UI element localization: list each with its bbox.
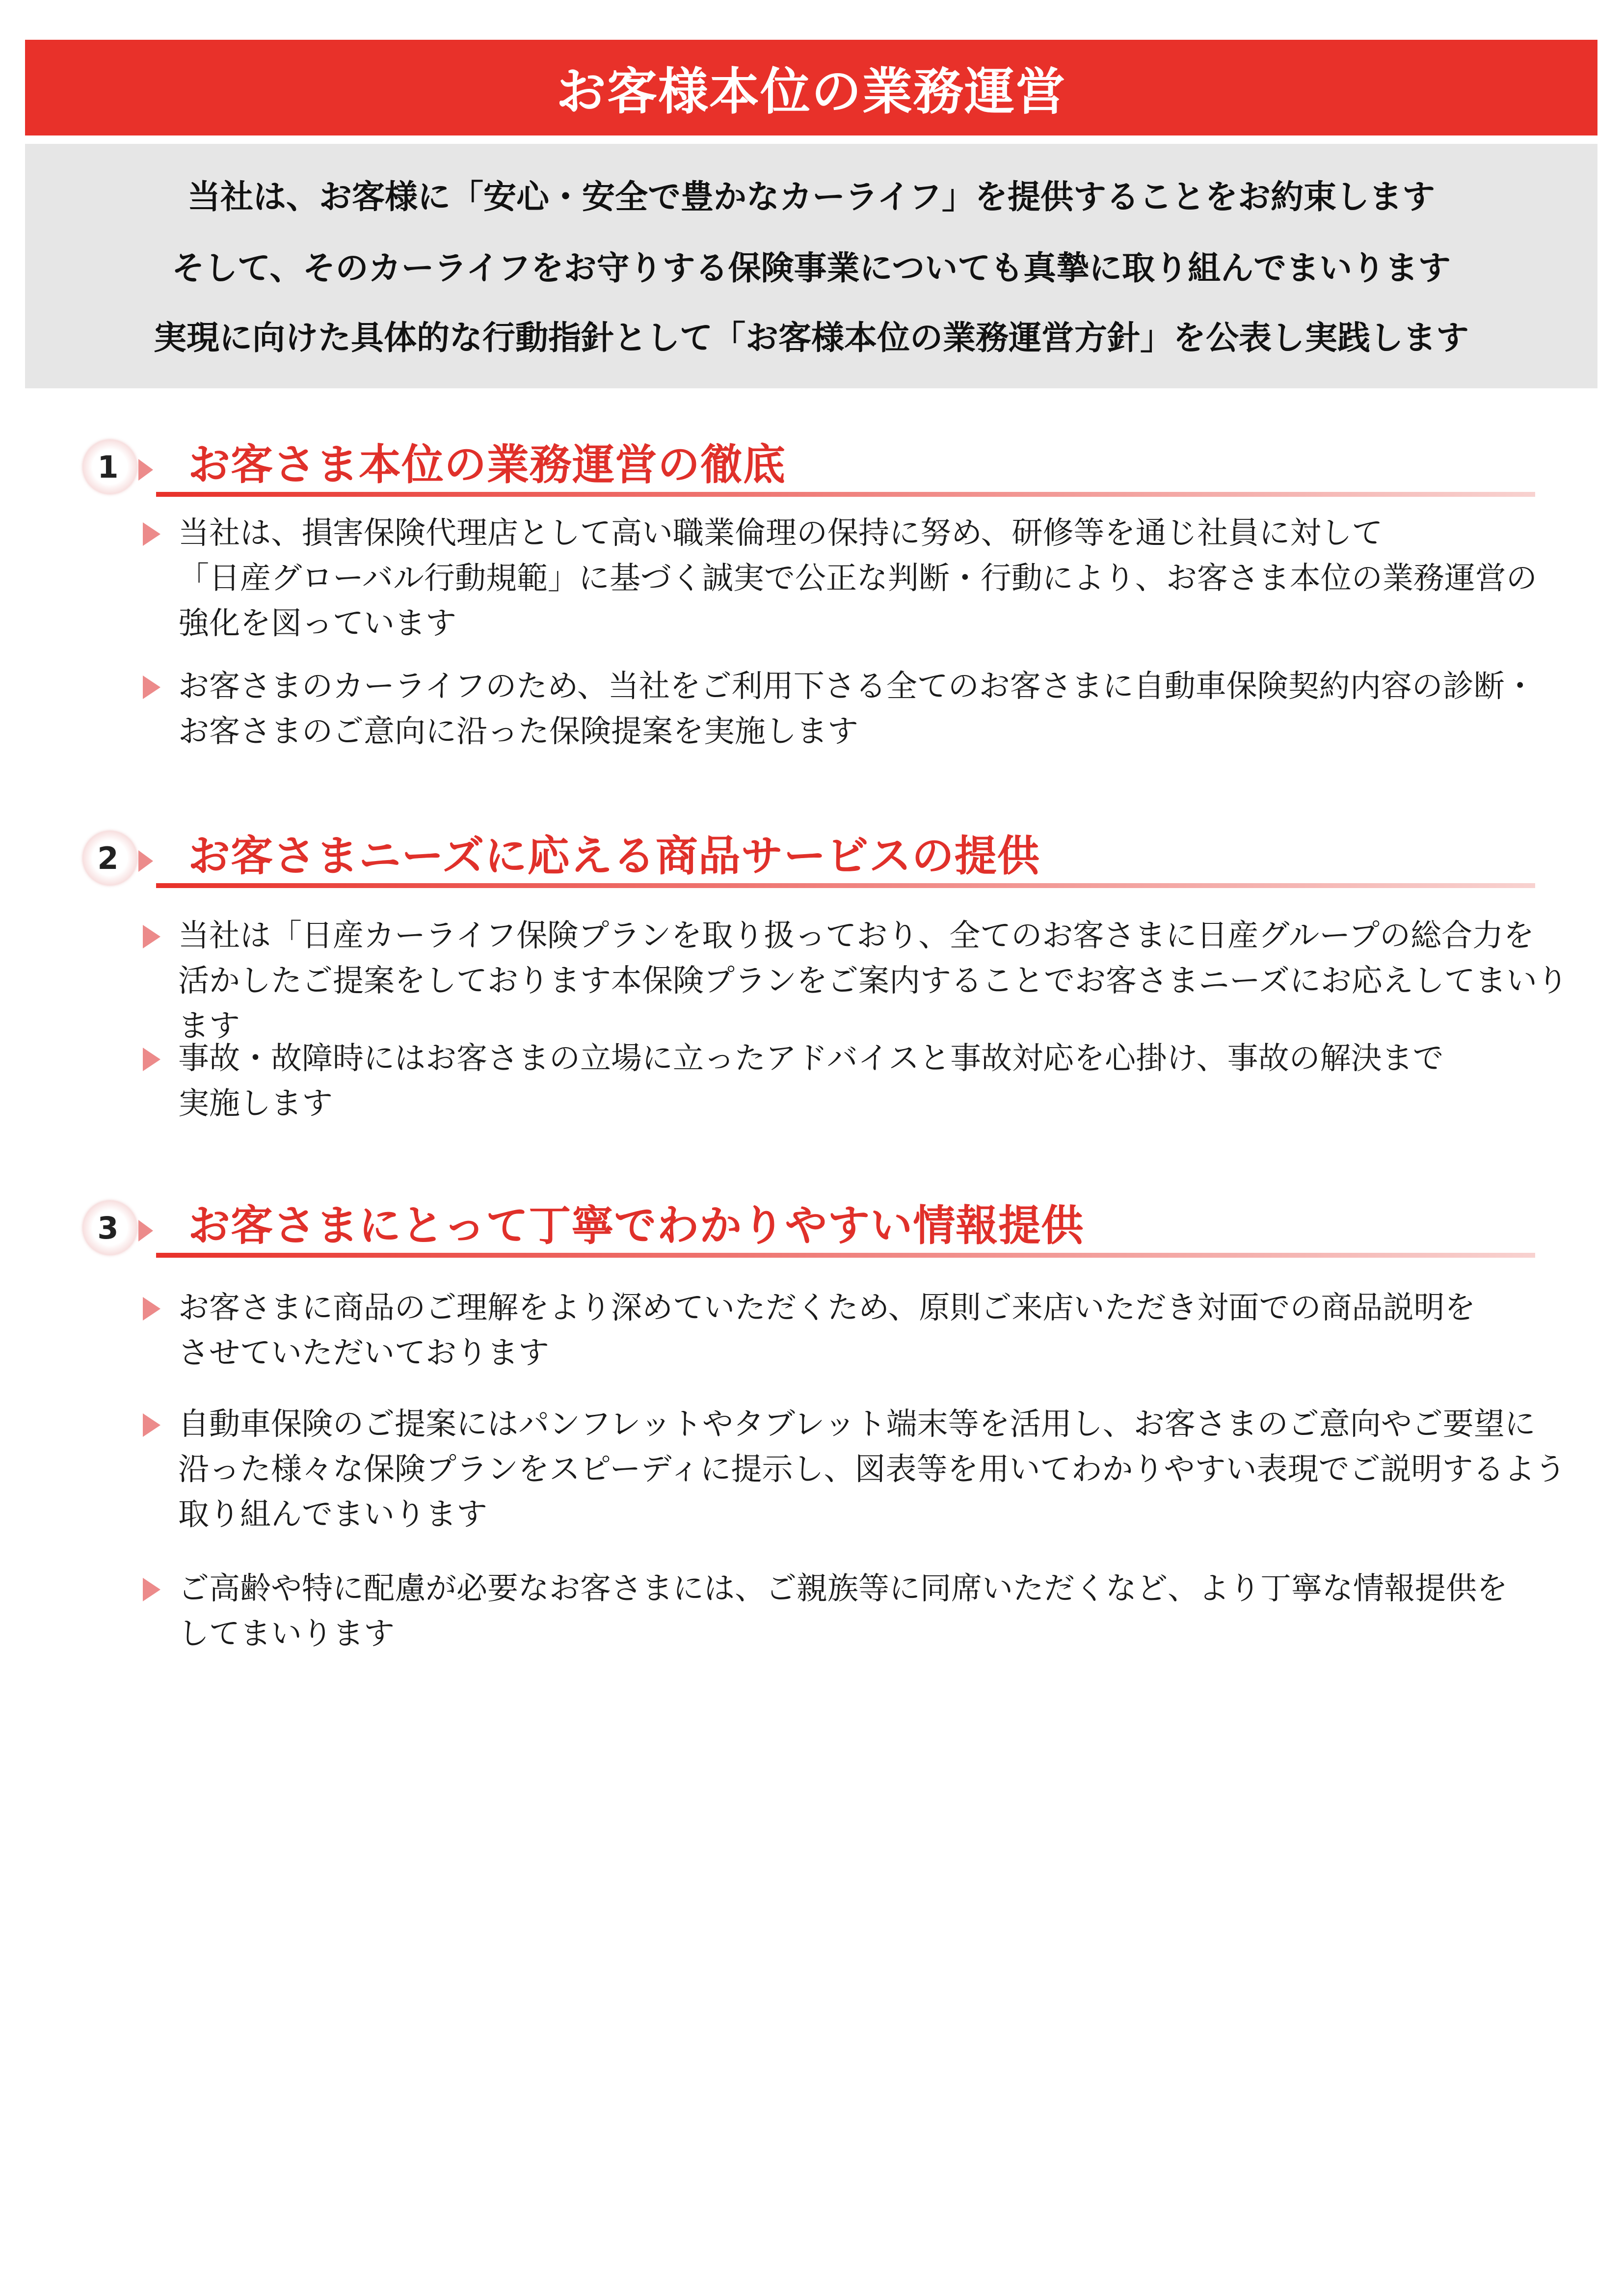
section-underline [156,883,1535,888]
list-item-text: 自動車保険のご提案にはパンフレットやタブレット端末等を活用し、お客さまのご意向やご要望に 沿った様々な保険プランをスピーディに提示し、図表等を用いてわかりやすい表現でご説明するよう 取り組んでまいります [178,1406,1566,1532]
triangle-right-icon [143,925,160,948]
triangle-right-icon [143,1297,160,1321]
section-number: 3 [97,1210,119,1246]
triangle-right-icon [143,1578,160,1601]
intro-line: そして、そのカーライフをお守りする保険事業についても真摯に取り組んでまいります [171,249,1451,287]
section-heading-2 [82,811,1535,890]
triangle-right-icon [138,1220,153,1242]
list-item-text: ご高齢や特に配慮が必要なお客さまには、ご親族等に同席いただくなど、より丁寧な情報提供を してまいります [178,1570,1508,1651]
section-title: お客さまにとって丁寧でわかりやすい情報提供 [188,1201,1084,1250]
triangle-right-icon [143,1413,160,1437]
page-title-bar [25,40,1597,135]
list-item-text: お客さまのカーライフのため、当社をご利用下さる全てのお客さまに自動車保険契約内容の診断・ お客さまのご意向に沿った保険提案を実施します [178,668,1536,749]
section-underline [156,492,1535,497]
triangle-right-icon [138,459,153,481]
section-underline [156,1253,1535,1258]
number-circle-icon [82,439,137,494]
page-title: お客様本位の業務運営 [556,62,1066,121]
list-item-text: お客さまに商品のご理解をより深めていただくため、原則ご来店いただき対面での商品説明を させていただいております [178,1290,1476,1371]
list-item-text: 当社は「日産カーライフ保険プランを取り扱っており、全てのお客さまに日産グループの総合力を 活かしたご提案をしております本保険プランをご案内することでお客さまニーズにお応えしてまいります [178,918,1568,1044]
section-title: お客さまニーズに応える商品サービスの提供 [188,832,1040,881]
list-item-text: 事故・故障時にはお客さまの立場に立ったアドバイスと事故対応を心掛け、事故の解決まで 実施します [178,1040,1444,1121]
section-title: お客さま本位の業務運営の徹底 [188,440,786,489]
list-item-text: 当社は、損害保険代理店として高い職業倫理の保持に努め、研修等を通じ社員に対して 「日産グローバル行動規範」に基づく誠実で公正な判断・行動により、お客さま本位の業務運営の 強化を図っています [178,515,1537,641]
number-circle-icon [82,831,137,886]
intro-line: 当社は、お客様に「安心・安全で豊かなカーライフ」を提供することをお約束します [187,178,1435,216]
triangle-right-icon [138,850,153,872]
intro-statement-box [25,144,1597,388]
section-number: 2 [97,840,119,876]
triangle-right-icon [143,522,160,546]
number-circle-icon [82,1200,137,1255]
intro-line: 実現に向けた具体的な行動指針として「お客様本位の業務運営方針」を公表し実践します [154,319,1469,357]
section-heading-1 [82,420,1535,498]
triangle-right-icon [143,1048,160,1071]
section-number: 1 [97,449,119,485]
section-heading-3 [82,1181,1535,1259]
triangle-right-icon [143,675,160,699]
